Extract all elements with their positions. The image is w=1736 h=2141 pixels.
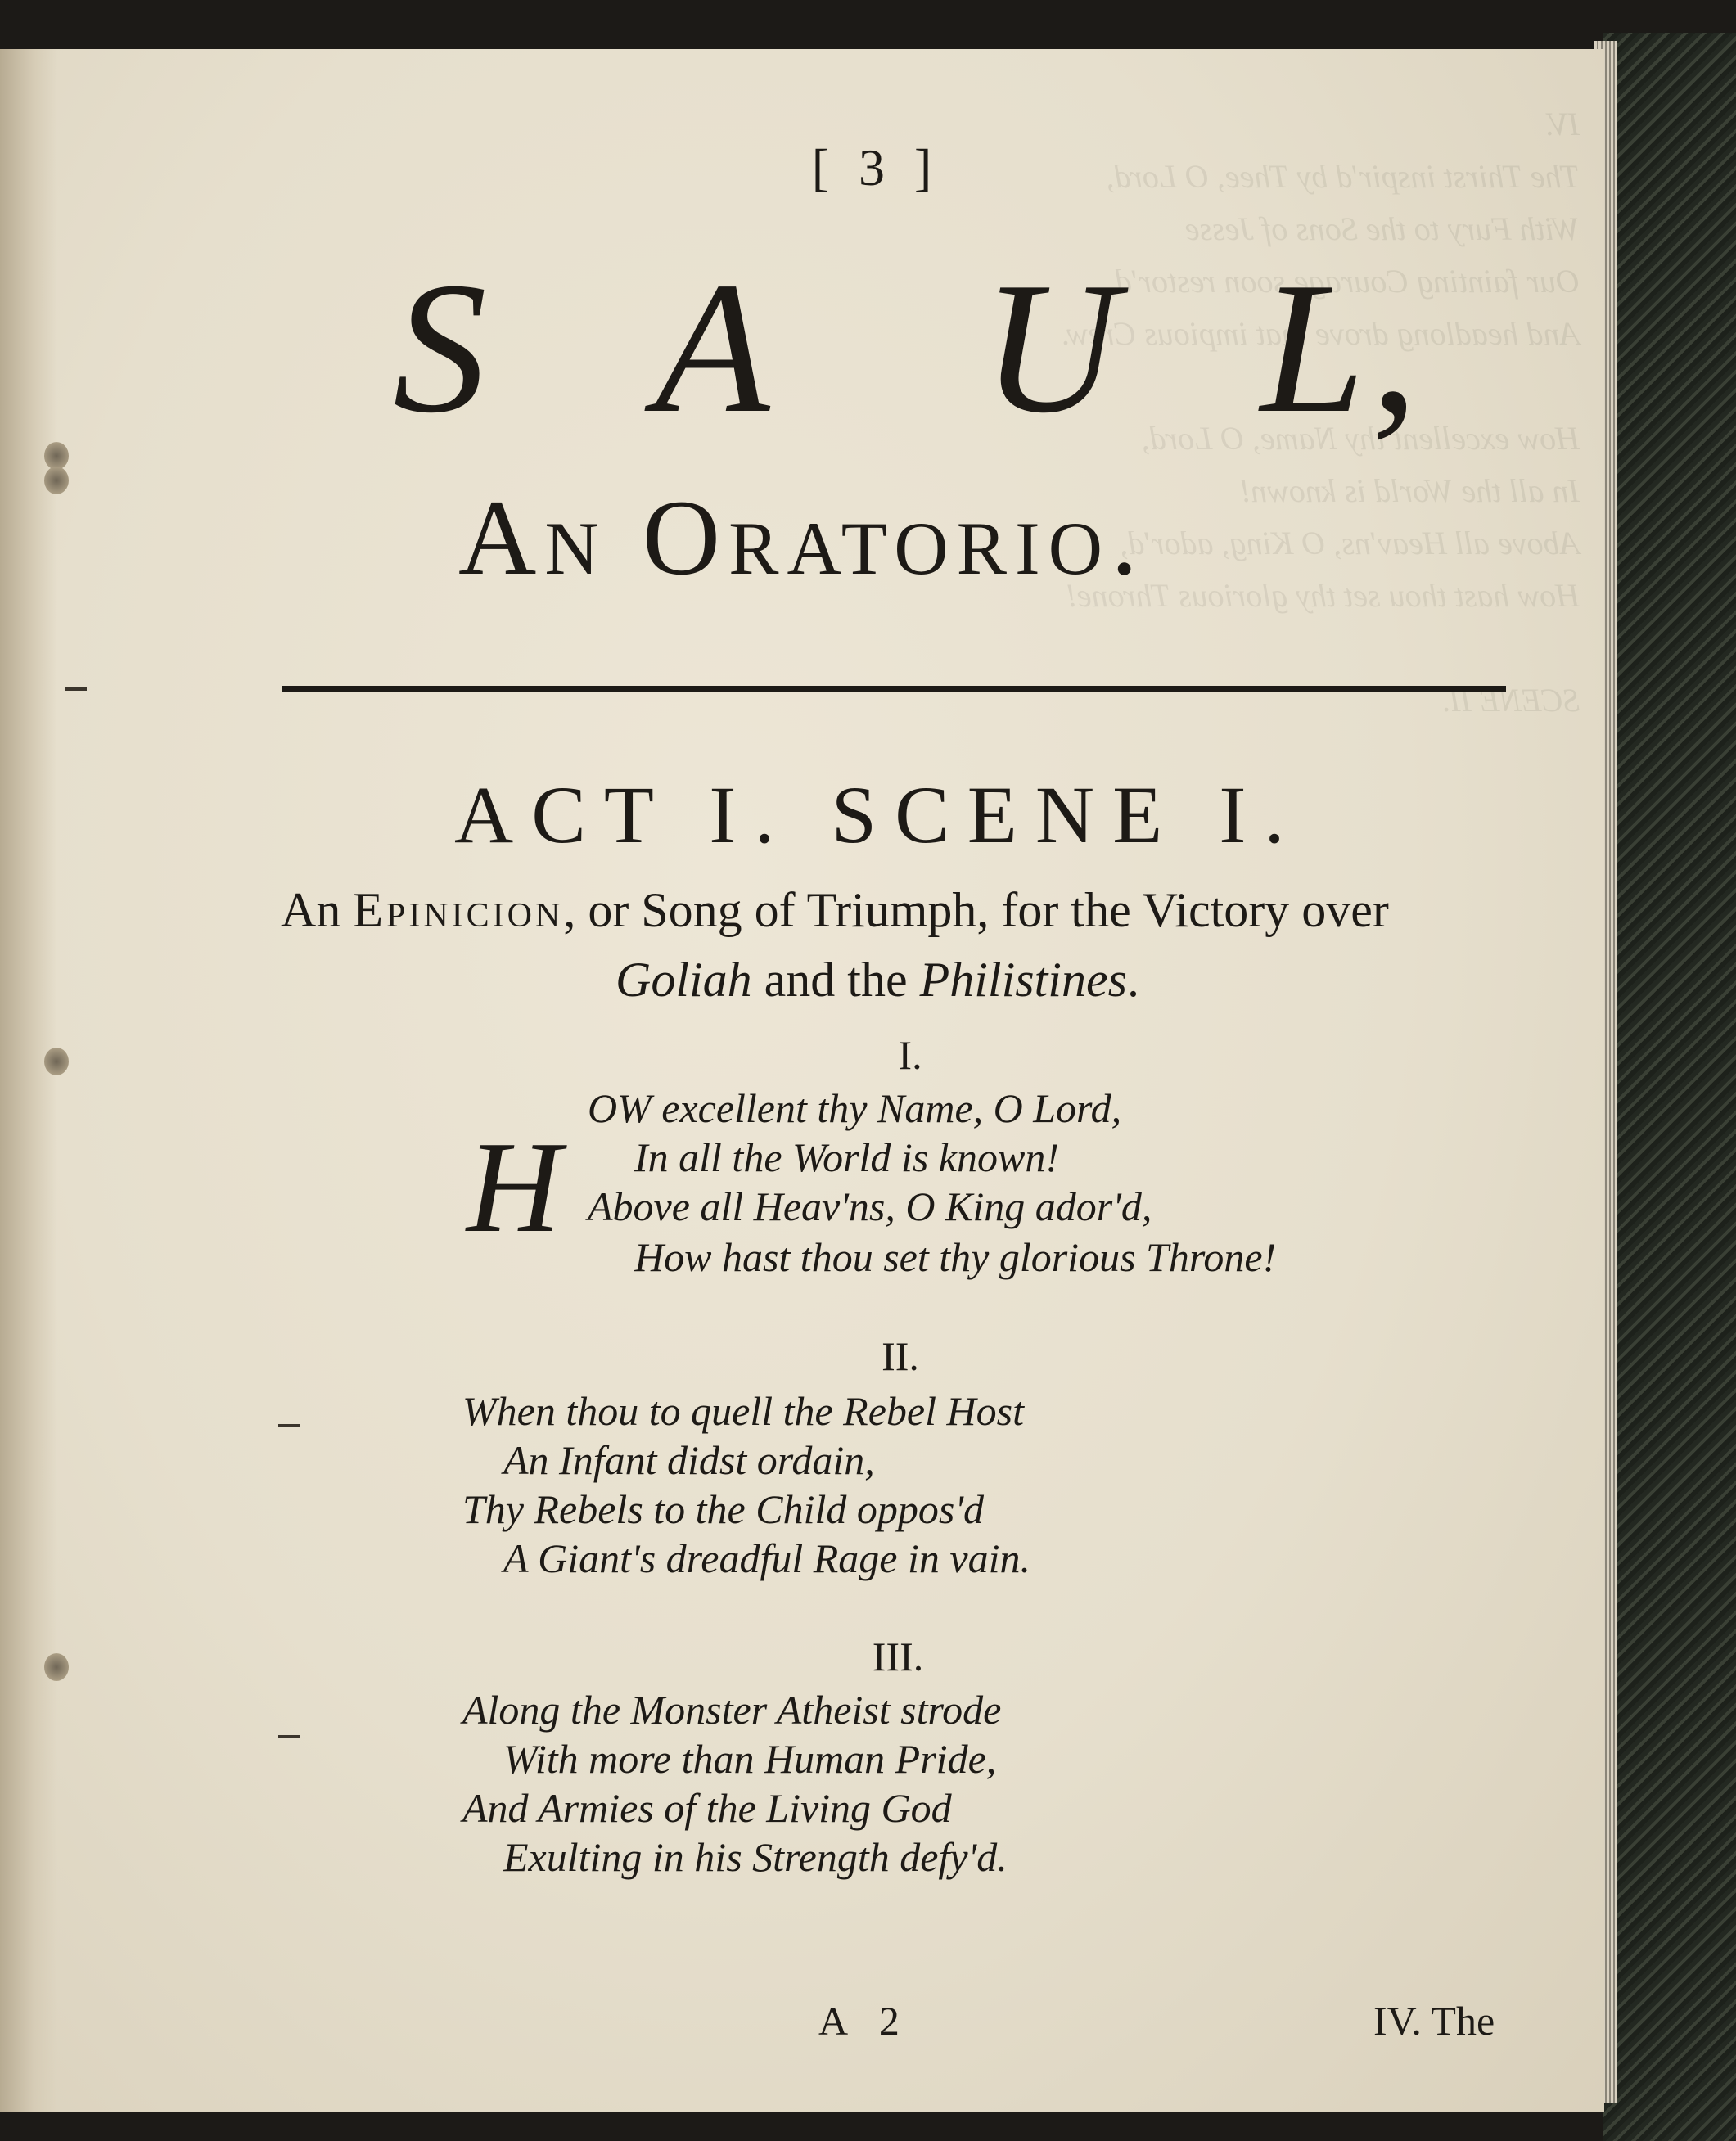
margin-mark [278, 1735, 300, 1738]
epinicion-word: Epinicion [353, 883, 564, 937]
verse-line: How hast thou set thy glorious Throne! [634, 1234, 1277, 1280]
verse-line: An Infant didst ordain, [503, 1437, 875, 1483]
margin-mark [65, 687, 87, 691]
act-heading: ACT I. SCENE I. [454, 769, 1303, 860]
stitch-hole [44, 1048, 69, 1075]
verse-line: Thy Rebels to the Child oppos'd [462, 1486, 985, 1532]
goliah-word: Goliah [615, 953, 752, 1007]
epinicion-prefix: An [281, 883, 354, 937]
book-page [0, 49, 1604, 2112]
page-number: [ 3 ] [811, 138, 940, 196]
verse-line: A Giant's dreadful Rage in vain. [503, 1535, 1030, 1581]
epinicion-end: . [1126, 953, 1139, 1007]
drop-cap: H [467, 1114, 561, 1260]
title-comma: , [1371, 243, 1418, 452]
verse-line: OW excellent thy Name, O Lord, [588, 1085, 1122, 1131]
stitch-hole [44, 1653, 69, 1681]
stanza-number: I. [898, 1032, 922, 1078]
verse-line: In all the World is known! [634, 1134, 1059, 1180]
epinicion-line-1 [281, 882, 1389, 939]
margin-mark [278, 1424, 300, 1427]
title-letter-s: S [393, 243, 487, 452]
catchword: IV. The [1373, 1998, 1495, 2044]
epinicion-rest: , or Song of Triumph, for the Victory over [563, 883, 1389, 937]
verse-line: When thou to quell the Rebel Host [462, 1388, 1024, 1434]
philistines-word: Philistines [919, 953, 1127, 1007]
stanza-number: III. [872, 1634, 924, 1679]
verse-line: With more than Human Pride, [503, 1736, 997, 1782]
epinicion-mid: and the [751, 953, 920, 1007]
stanza-number: II. [882, 1333, 919, 1379]
page-gutter [0, 49, 57, 2112]
epinicion-line-2 [615, 952, 1139, 1008]
verse-line: Exulting in his Strength defy'd. [503, 1834, 1008, 1880]
title-letter-a: A [655, 243, 770, 452]
book-cover-binding [1603, 33, 1736, 2141]
verse-line: Above all Heav'ns, O King ador'd, [588, 1183, 1152, 1229]
horizontal-rule [282, 686, 1506, 692]
verse-line: Along the Monster Atheist strode [462, 1687, 1002, 1733]
subtitle: An Oratorio. [458, 477, 1147, 597]
title-letter-u: U [982, 243, 1119, 452]
show-through-text: IV. The Thirst inspir'd by Thee, O Lord, With Fury to the Sons of Jesse Our fainting Courage soon restor'd, And headlong drove that impious Crew. How excellent thy Name, O Lord, In all the World is known! Above all Heav'ns, O King, ador'd, How hast thou set thy glorious Throne! SCENE II. [1060, 106, 1580, 719]
signature-mark: A 2 [818, 1998, 911, 2044]
stitch-hole [44, 442, 69, 470]
stitch-hole [44, 467, 69, 494]
verse-line: And Armies of the Living God [462, 1785, 952, 1831]
title-letter-l: L [1260, 243, 1365, 452]
